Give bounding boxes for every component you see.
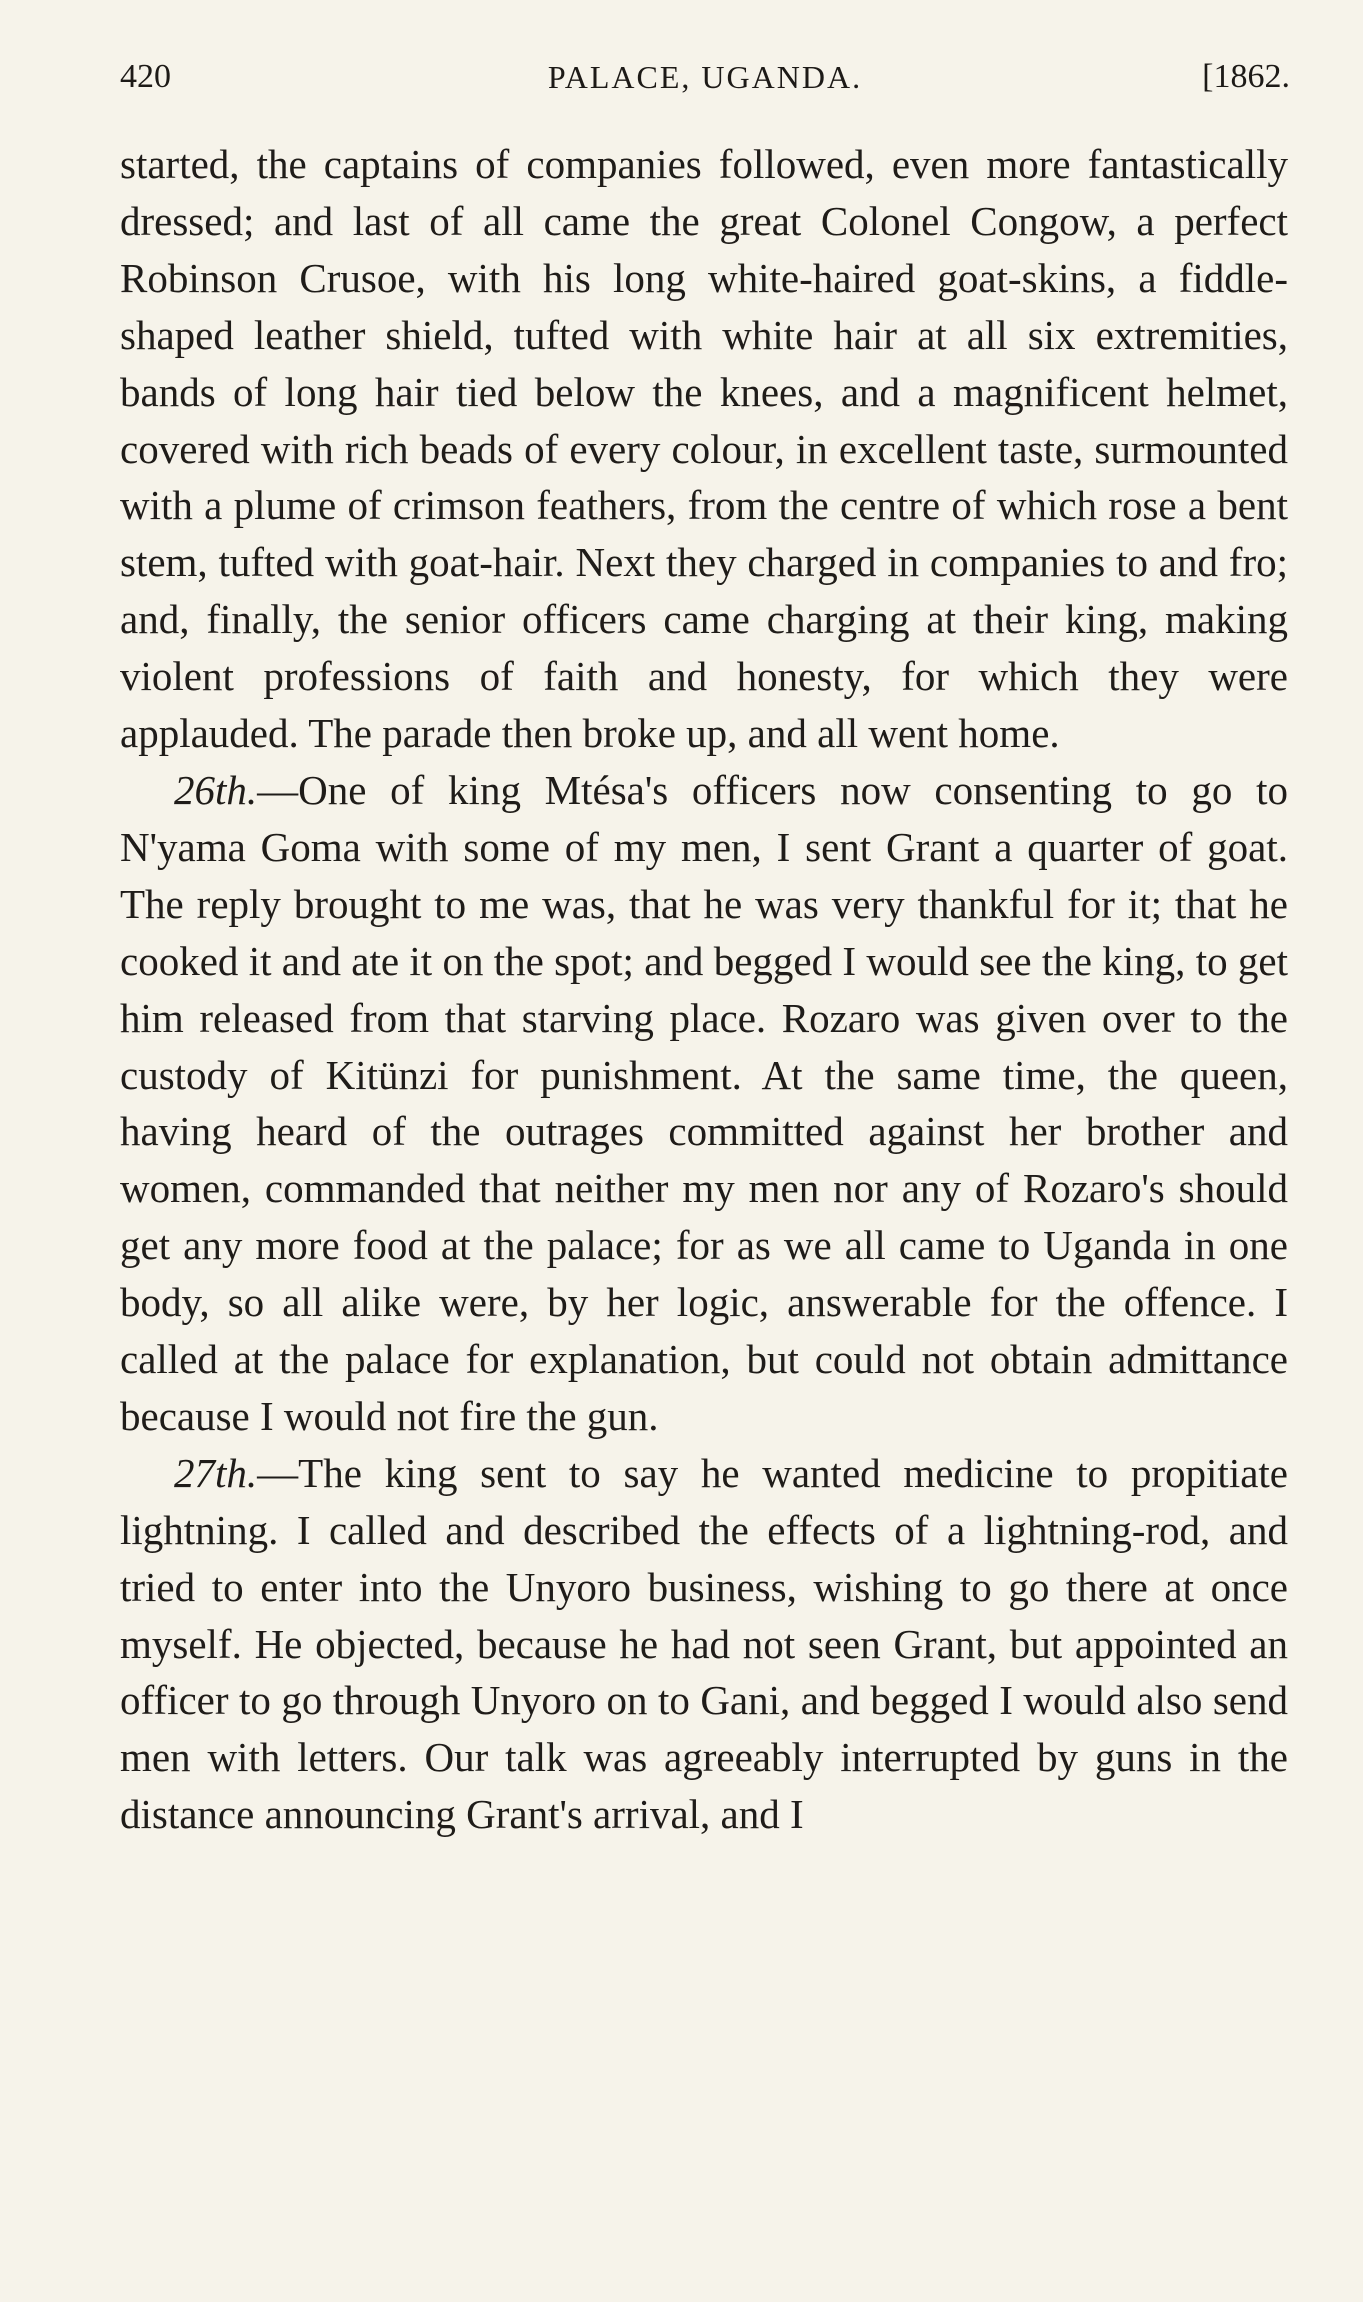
entry-date: 27th. bbox=[174, 1449, 258, 1496]
paragraph-text: —One of king Mtésa's officers now consenting to go to N'yama Goma with some of my men, I sent Grant a quarter of goat. The reply brought to me was, that he was very thankful for it; that he cooked it and ate it on the spot; and begged I would see the king, to get him released from that starving place. Rozaro was given over to the custody of Kitünzi for punishment. At the same time, the queen, having heard of the outrages committed against her brother and women, commanded that neither my men nor any of Rozaro's should get any more food at the palace; for as we all came to Uganda in one body, so all alike were, by her logic, answerable for the offence. I called at the palace for explanation, but could not obtain admittance because I would not fire the gun. bbox=[120, 766, 1288, 1439]
paragraph-text: started, the captains of companies followed, even more fantastically dressed; and last of all came the great Colonel Congow, a perfect Robinson Crusoe, with his long white-haired goat-skins, a fiddle-shaped leather shield, tufted with white hair at all six extremities, bands of long hair tied below the knees, and a magnificent helmet, covered with rich beads of every colour, in excellent taste, surmounted with a plume of crimson feathers, from the centre of which rose a bent stem, tufted with goat-hair. Next they charged in companies to and fro; and, finally, the senior officers came charging at their king, making violent professions of faith and honesty, for which they were applauded. The parade then broke up, and all went home. bbox=[120, 141, 1288, 757]
paragraph-continuation bbox=[120, 136, 1288, 762]
running-title: PALACE, UGANDA. bbox=[547, 59, 863, 95]
entry-date: 26th. bbox=[174, 766, 258, 813]
paragraph-text: —The king sent to say he wanted medicine to propitiate lightning. I called and described the effects of a lightning-rod, and tried to enter into the Unyoro business, wishing to go there at once myself. He objected, because he had not seen Grant, but appointed an officer to go through Unyoro on to Gani, and begged I would also send men with letters. Our talk was agreeably interrupted by guns in the distance announcing Grant's arrival, and I bbox=[120, 1449, 1288, 1838]
diary-entry-26th bbox=[120, 762, 1288, 1445]
diary-entry-27th bbox=[120, 1445, 1288, 1843]
running-head bbox=[120, 52, 1290, 102]
body-text bbox=[120, 136, 1288, 1843]
running-year: [1862. bbox=[1202, 58, 1290, 95]
page-number: 420 bbox=[120, 58, 171, 95]
